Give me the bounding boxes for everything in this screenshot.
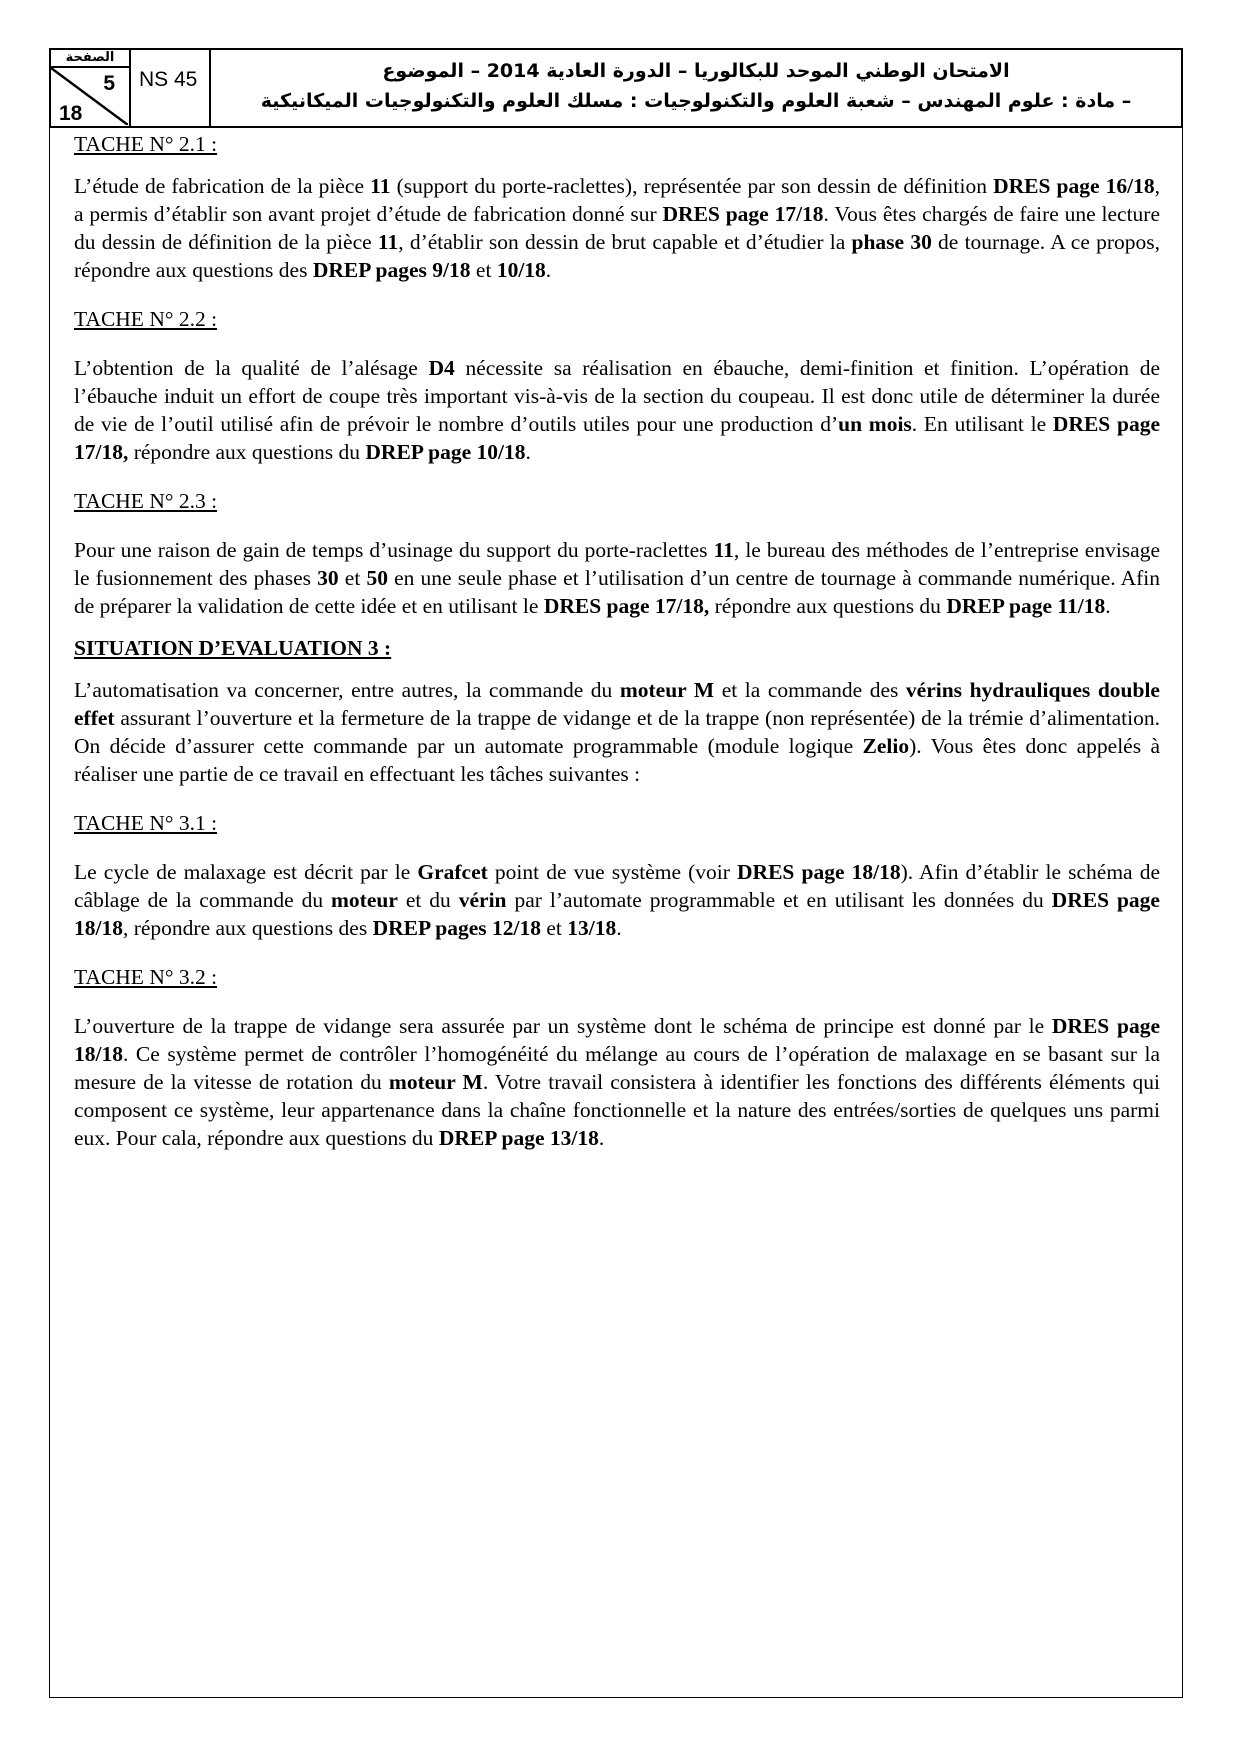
page-label: الصفحة [51,50,129,68]
paragraph-situation-evaluation-3: L’automatisation va concerner, entre autres, la commande du moteur M et la commande des vérins hydrauliques double effet assurant l’ouverture et la fermeture de la trappe de vidange et de la trappe (non représentée) de la trémie d’alimentation. On décide d’assurer cette commande par un automate programmable (module logique Zelio). Vous êtes donc appelés à réaliser une partie de ce travail en effectuant les tâches suivantes : [74,678,1161,786]
paragraph-tache-3-2: L’ouverture de la trappe de vidange sera assurée par un système dont le schéma de principe est donné par le DRES page 18/18. Ce système permet de contrôler l’homogénéité du mélange au cours de l’opération de malaxage en se basant sur la mesure de la vitesse de rotation du moteur M. Votre travail consistera à identifier les fonctions des différents éléments qui composent ce système, leur appartenance dans la chaîne fonctionnelle et la nature des entrées/sorties de quelques uns parmi eux. Pour cala, répondre aux questions du DREP page 13/18. [74,1014,1161,1150]
document-body [74,130,1160,1152]
exam-title-line2: – مادة : علوم المهندس – شعبة العلوم والتكنولوجيات : مسلك العلوم والتكنولوجيات الميكانيكية [260,90,1132,112]
exam-title [211,48,1183,128]
heading-situation-evaluation-3: SITUATION D’EVALUATION 3 : [74,636,392,660]
heading-tache-2-3: TACHE N° 2.3 : [74,489,218,513]
heading-tache-2-1: TACHE N° 2.1 : [74,132,218,156]
exam-title-line1: الامتحان الوطني الموحد للبكالوريا – الدورة العادية 2014 – الموضوع [382,60,1010,82]
heading-tache-3-2: TACHE N° 3.2 : [74,965,218,989]
page-total: 18 [59,102,83,125]
page-number: 5 [103,72,115,95]
paragraph-tache-2-3: Pour une raison de gain de temps d’usinage du support du porte-raclettes 11, le bureau des méthodes de l’entreprise envisage le fusionnement des phases 30 et 50 en une seule phase et l’utilisation d’un centre de tournage à commande numérique. Afin de préparer la validation de cette idée et en utilisant le DRES page 17/18, répondre aux questions du DREP page 11/18. [74,538,1160,618]
page-number-box [49,48,131,128]
paragraph-tache-3-1: Le cycle de malaxage est décrit par le Grafcet point de vue système (voir DRES page 18/18). Afin d’établir le schéma de câblage de la commande du moteur et du vérin par l’automate programmable et en utilisant les données du DRES page 18/18, répondre aux questions des DREP pages 12/18 et 13/18. [74,860,1160,940]
paragraph-tache-2-1: L’étude de fabrication de la pièce 11 (support du porte-raclettes), représentée par son dessin de définition DRES page 16/18, a permis d’établir son avant projet d’étude de fabrication donné sur DRES page 17/18. Vous êtes chargés de faire une lecture du dessin de définition de la pièce 11, d’établir son dessin de brut capable et d’étudier la phase 30 de tournage. A ce propos, répondre aux questions des DREP pages 9/18 et 10/18. [74,174,1161,282]
exam-header [49,48,1183,128]
paragraph-tache-2-2: L’obtention de la qualité de l’alésage D4 nécessite sa réalisation en ébauche, demi-finition et finition. L’opération de l’ébauche induit un effort de coupe très important vis-à-vis de la section du coupeau. Il est donc utile de déterminer la durée de vie de l’outil utilisé afin de prévoir le nombre d’outils utiles pour une production d’un mois. En utilisant le DRES page 17/18, répondre aux questions du DREP page 10/18. [74,356,1160,464]
exam-code: NS 45 [131,48,211,128]
heading-tache-2-2: TACHE N° 2.2 : [74,307,218,331]
heading-tache-3-1: TACHE N° 3.1 : [74,811,218,835]
